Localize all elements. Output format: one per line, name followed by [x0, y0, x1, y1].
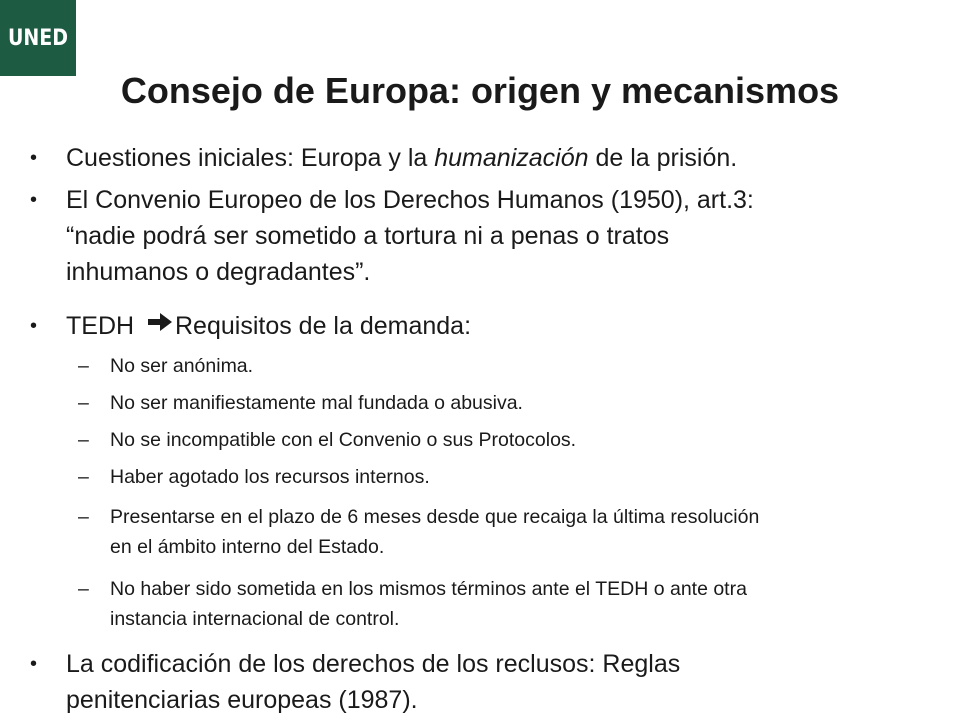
logo-text: UNED: [7, 25, 69, 51]
bullet-line: La codificación de los derechos de los reclusos: Reglas: [66, 650, 681, 678]
bullet-cuestiones: [30, 140, 920, 176]
dash-marker: –: [78, 466, 89, 488]
arrow-right-icon: [147, 307, 173, 343]
subitem: [78, 351, 920, 381]
subitem-line: Haber agotado los recursos internos.: [110, 466, 430, 488]
slide-title: Consejo de Europa: origen y mecanismos: [120, 70, 840, 111]
bullet-emphasis: humanización: [434, 144, 589, 172]
bullet-line: inhumanos o degradantes”.: [66, 258, 371, 286]
bullet-marker: •: [30, 189, 38, 211]
dash-marker: –: [78, 506, 89, 528]
dash-marker: –: [78, 355, 89, 377]
subitem-line: No haber sido sometida en los mismos términos ante el TEDH o ante otra: [110, 578, 747, 600]
subitem-line: en el ámbito interno del Estado.: [110, 536, 385, 558]
dash-marker: –: [78, 578, 89, 600]
bullet-line: “nadie podrá ser sometido a tortura ni a penas o tratos: [66, 222, 670, 250]
dash-marker: –: [78, 429, 89, 451]
bullet-text: de la prisión.: [588, 144, 738, 172]
bullet-line: El Convenio Europeo de los Derechos Humanos (1950), art.3:: [66, 186, 754, 214]
bullet-text: Cuestiones iniciales: Europa y la: [66, 144, 435, 172]
subitem-line: instancia internacional de control.: [110, 608, 400, 630]
bullet-convenio: [30, 182, 920, 290]
bullet-text: Requisitos de la demanda:: [175, 312, 472, 340]
subitem: [78, 388, 920, 418]
bullet-marker: •: [30, 315, 38, 337]
bullet-text: TEDH: [66, 312, 141, 340]
subitem: [78, 462, 920, 492]
bullet-marker: •: [30, 147, 38, 169]
subitem: [78, 574, 920, 634]
subitem: [78, 502, 920, 562]
bullet-marker: •: [30, 653, 38, 675]
bullet-tedh: [30, 308, 920, 345]
bullet-line: penitenciarias europeas (1987).: [66, 686, 418, 714]
dash-marker: –: [78, 392, 89, 414]
subitem-line: No se incompatible con el Convenio o sus Protocolos.: [110, 429, 577, 451]
bullet-reglas: [30, 646, 920, 718]
subitem-line: No ser manifiestamente mal fundada o abusiva.: [110, 392, 523, 414]
subitem-line: Presentarse en el plazo de 6 meses desde que recaiga la última resolución: [110, 506, 760, 528]
subitem-line: No ser anónima.: [110, 355, 254, 377]
subitem: [78, 425, 920, 455]
